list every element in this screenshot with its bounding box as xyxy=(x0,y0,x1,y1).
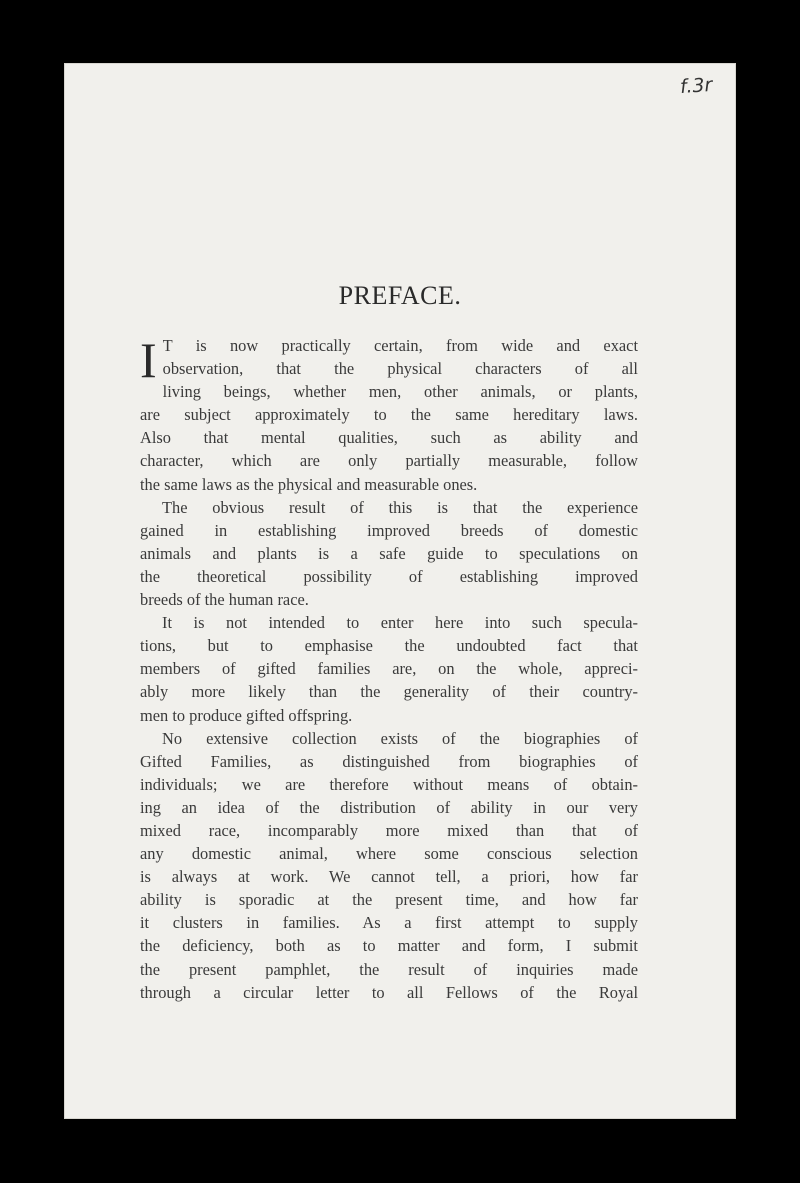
drop-cap: I xyxy=(140,332,157,388)
folio-mark: f.3r xyxy=(678,73,713,99)
document-page xyxy=(64,63,736,1119)
text-line: through a circular letter to all Fellows of the Royal xyxy=(140,982,638,1002)
text-line: are subject approximately to the same hereditary laws. xyxy=(140,405,638,425)
text-line: tions, but to emphasise the undoubted fact that xyxy=(140,636,638,656)
text-line: breeds of the human race. xyxy=(140,590,309,610)
text-line: mixed race, incomparably more mixed than that of xyxy=(140,820,638,840)
text-line: the deficiency, both as to matter and form, I submit xyxy=(140,936,638,956)
text-line: is always at work. We cannot tell, a priori, how far xyxy=(140,867,638,887)
text-line: Also that mental qualities, such as ability and xyxy=(140,428,638,448)
text-line: animals and plants is a safe guide to speculations on xyxy=(140,543,638,563)
text-line: it clusters in families. As a first attempt to supply xyxy=(140,913,638,933)
text-line: observation, that the physical characters of all xyxy=(162,359,638,379)
paragraph-2 xyxy=(140,496,638,611)
preface-body xyxy=(140,334,638,1004)
text-line: the same laws as the physical and measurable ones. xyxy=(140,474,478,494)
paragraph-4 xyxy=(140,727,638,1004)
text-line: It is not intended to enter here into such specula- xyxy=(162,613,638,633)
text-line: No extensive collection exists of the biographies of xyxy=(162,728,638,748)
page-title: PREFACE. xyxy=(338,281,462,310)
paragraph-3 xyxy=(140,611,638,726)
text-line: ing an idea of the distribution of ability in our very xyxy=(140,797,638,817)
paragraph-1 xyxy=(140,334,638,496)
text-line: The obvious result of this is that the experience xyxy=(162,497,638,517)
text-line: members of gifted families are, on the whole, appreci- xyxy=(140,659,638,679)
text-line: gained in establishing improved breeds of domestic xyxy=(140,520,638,540)
text-line: ably more likely than the generality of their country- xyxy=(140,682,638,702)
text-line: ability is sporadic at the present time, and how far xyxy=(140,890,638,910)
text-line: character, which are only partially measurable, follow xyxy=(140,451,638,471)
text-line: individuals; we are therefore without means of obtain- xyxy=(140,774,638,794)
text-line: Gifted Families, as distinguished from biographies of xyxy=(140,751,638,771)
text-line: any domestic animal, where some conscious selection xyxy=(140,844,638,864)
text-line: the theoretical possibility of establishing improved xyxy=(140,566,638,586)
text-line: living beings, whether men, other animals, or plants, xyxy=(162,382,638,402)
text-line: T is now practically certain, from wide and exact xyxy=(162,336,638,355)
text-line: the present pamphlet, the result of inquiries made xyxy=(140,959,638,979)
text-line: men to produce gifted offspring. xyxy=(140,705,353,725)
